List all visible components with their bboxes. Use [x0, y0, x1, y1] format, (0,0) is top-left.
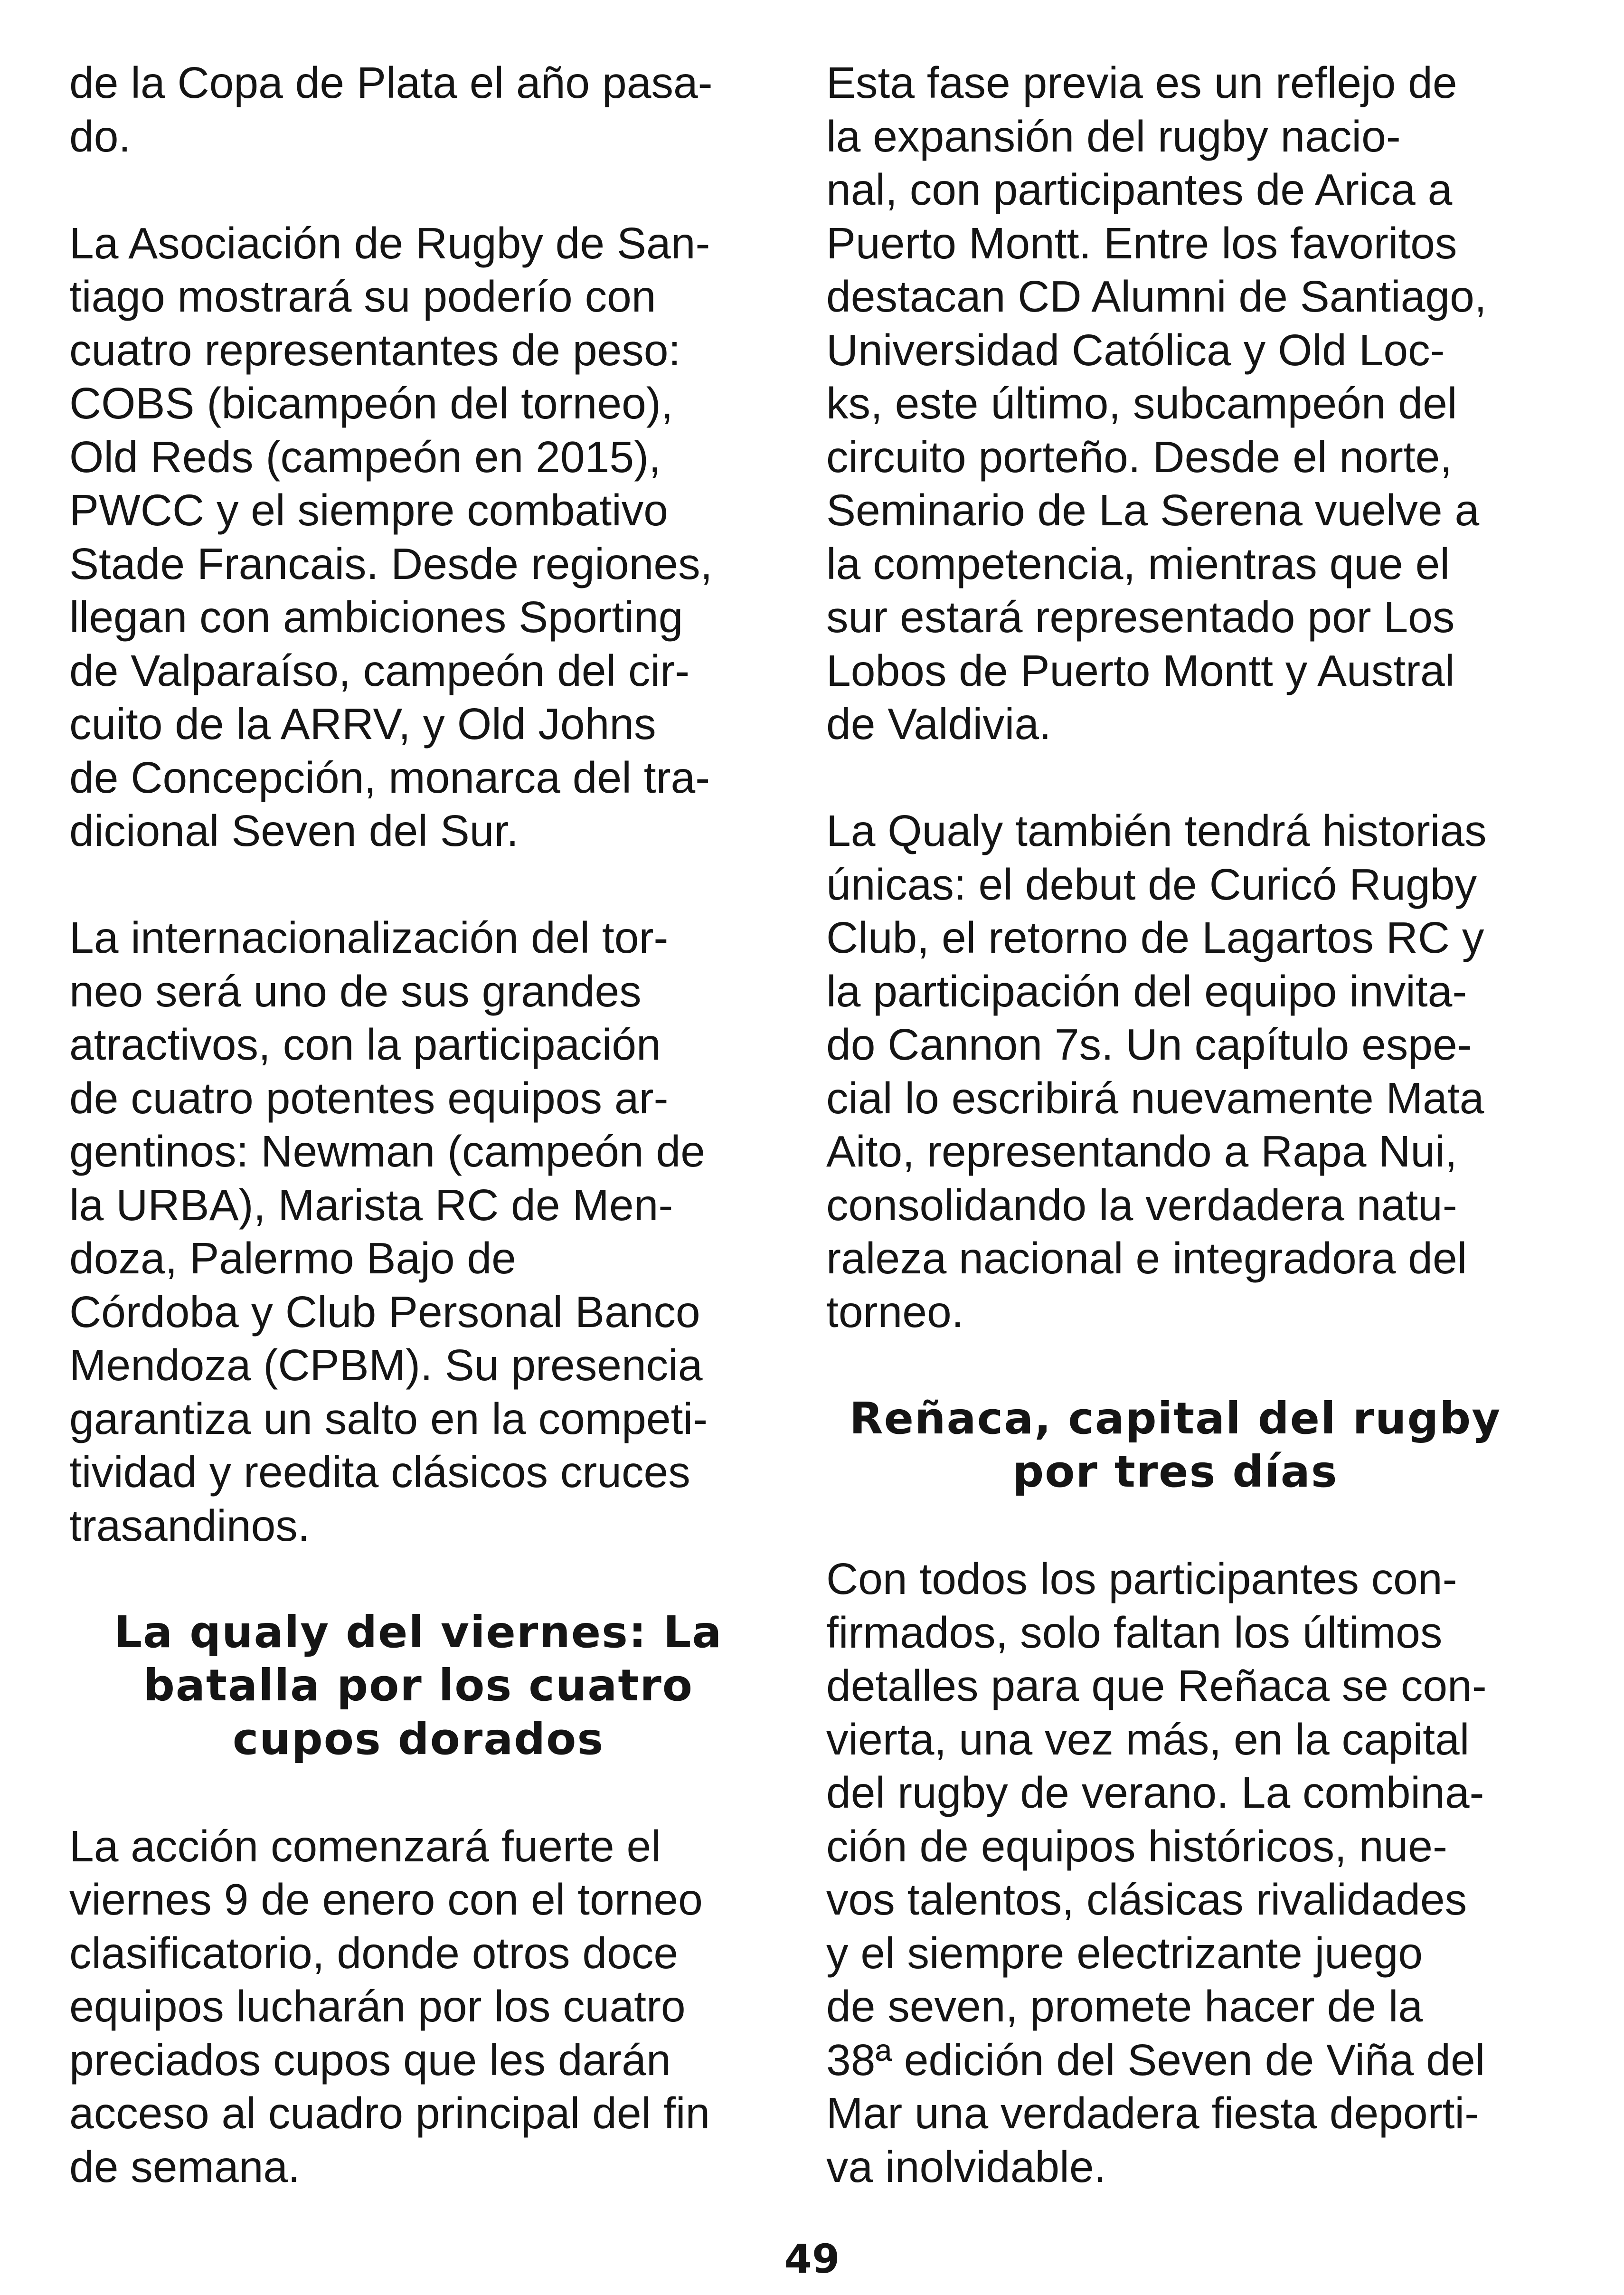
paragraph-participantes-confirmados: Con todos los participantes con- firmados, solo faltan los últimos detalles para que Reñaca se con- vierta, una vez más, en la capital del rugby de verano. La combina- ción de equipos históricos, nue- vos talentos, clásicas rivalidades y el siempre electrizante juego de seven, promete hacer de la 38ª edición del Seven de Viña del Mar una verdadera fiesta deporti- va inolvidable. — [826, 1554, 1487, 2191]
paragraph-qualy-historias: La Qualy también tendrá historias únicas: el debut de Curicó Rugby Club, el retorno de Lagartos RC y la participación del equipo invita- do Cannon 7s. Un capítulo espe- cial lo escribirá nuevamente Mata Aito, representando a Rapa Nui, consolidando la verdadera natu- raleza nacional e integradora del torneo. — [826, 806, 1487, 1337]
section-heading-renaca: Reñaca, capital del rugby por tres días — [849, 1393, 1501, 1497]
paragraph-fase-previa: Esta fase previa es un reflejo de la expansión del rugby nacio- nal, con participantes de Arica a Puerto Montt. Entre los favoritos destacan CD Alumni de Santiago, Universidad Católica y Old Loc- ks, este último, subcampeón del circuito porteño. Desde el norte, Seminario de La Serena vuelve a la competencia, mientras que el sur estará representado por Los Lobos de Puerto Montt y Austral de Valdivia. — [826, 58, 1487, 749]
left-column — [69, 56, 767, 2247]
paragraph-internacionalizacion: La internacionalización del tor- neo será uno de sus grandes atractivos, con la participación de cuatro potentes equipos ar- gentinos: Newman (campeón de la URBA), Marista RC de Men- doza, Palermo Bajo de Córdoba y Club Personal Banco Mendoza (CPBM). Su presencia garantiza un salto en la competi- tividad y reedita clásicos cruces trasandinos. — [69, 913, 708, 1550]
page-number: 49 — [784, 2236, 840, 2282]
section-heading-qualy: La qualy del viernes: La batalla por los cuatro cupos dorados — [114, 1606, 723, 1764]
right-column — [826, 56, 1524, 2247]
paragraph-asociacion-santiago: La Asociación de Rugby de San- tiago mostrará su poderío con cuatro representantes de peso: COBS (bicampeón del torneo), Old Reds (campeón en 2015), PWCC y el siempre combativo Stade Francais. Desde regiones, llegan con ambiciones Sporting de Valparaíso, campeón del cir- cuito de la ARRV, y Old Johns de Concepción, monarca del tra- dicional Seven del Sur. — [69, 218, 713, 855]
paragraph-accion-viernes: La acción comenzará fuerte el viernes 9 de enero con el torneo clasificatorio, donde otros doce equipos lucharán por los cuatro preciados cupos que les darán acceso al cuadro principal del fin de semana. — [69, 1821, 710, 2191]
paragraph-copa-de-plata: de la Copa de Plata el año pasa- do. — [69, 58, 713, 161]
